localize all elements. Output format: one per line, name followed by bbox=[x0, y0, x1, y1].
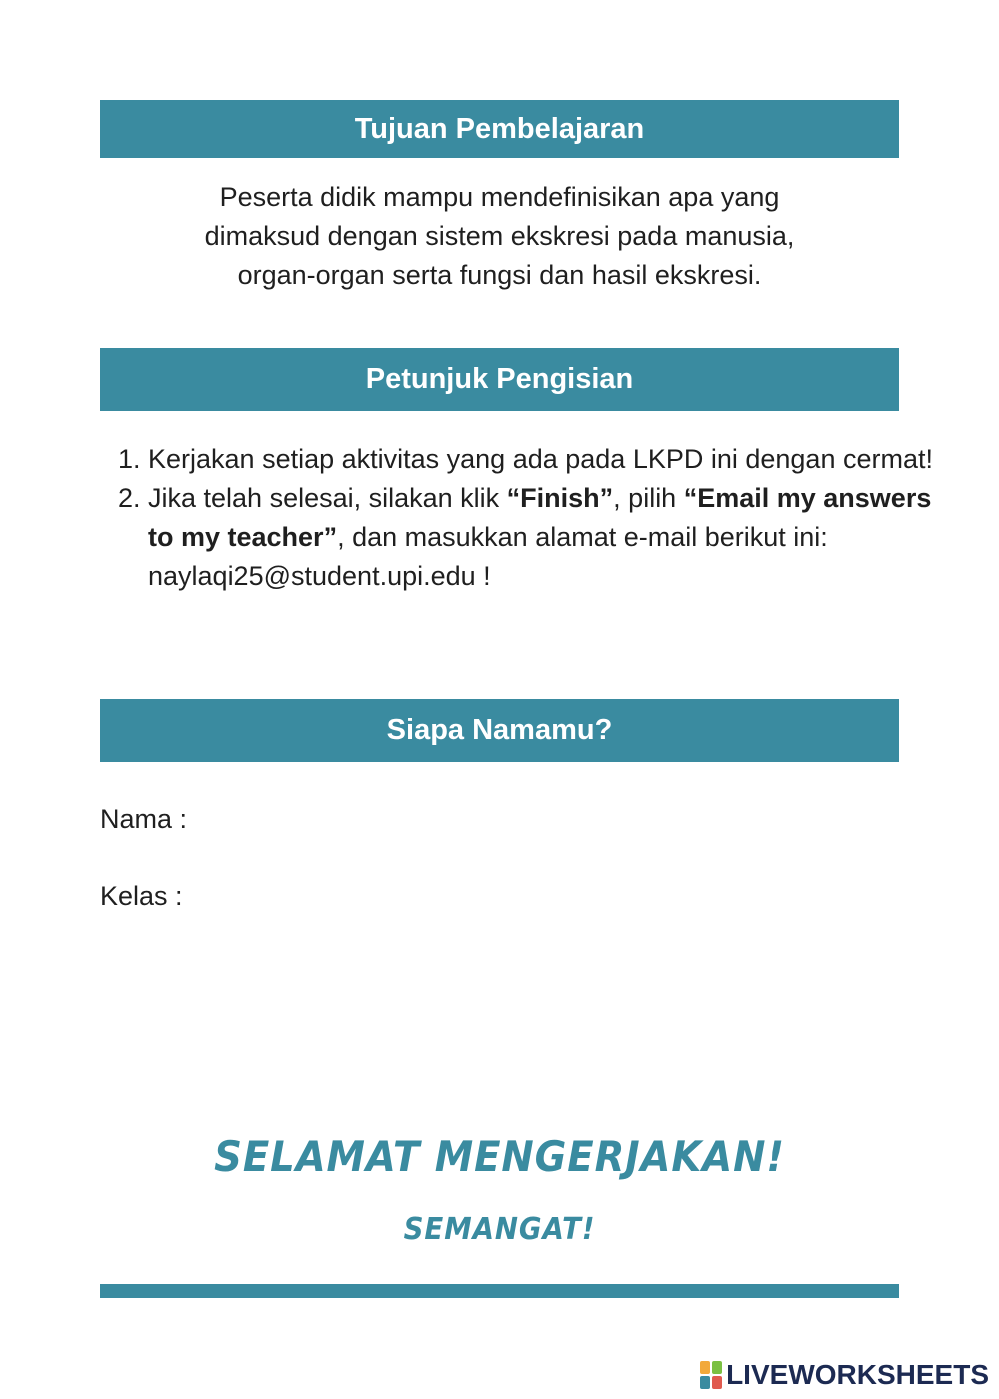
name-label: Nama : bbox=[100, 804, 188, 834]
name-field[interactable] bbox=[100, 804, 187, 835]
logo-tile-v bbox=[700, 1376, 710, 1389]
closing-headline: SELAMAT MENGERJAKAN! bbox=[214, 1132, 785, 1181]
class-label: Kelas : bbox=[100, 881, 183, 911]
instruction-step-text: , dan masukkan alamat e-mail berikut ini: naylaqi25@student.upi.edu ! bbox=[148, 522, 828, 591]
instruction-step-text: Jika telah selesai, silakan klik bbox=[148, 483, 507, 513]
instructions-list bbox=[100, 440, 948, 596]
liveworksheets-brand bbox=[700, 1355, 989, 1395]
goal-section-header bbox=[100, 100, 899, 158]
liveworksheets-logo-icon bbox=[700, 1361, 722, 1389]
goal-section-title: Tujuan Pembelajaran bbox=[354, 112, 645, 145]
goal-line: organ-organ serta fungsi dan hasil ekskresi. bbox=[237, 260, 762, 290]
email-keyword: “Email my answers to my teacher” bbox=[148, 483, 932, 552]
instruction-step bbox=[148, 479, 948, 596]
name-section-title: Siapa Namamu? bbox=[386, 714, 613, 746]
logo-tile-l bbox=[700, 1361, 710, 1374]
brand-name: LIVEWORKSHEETS bbox=[726, 1359, 989, 1390]
logo-tile-i bbox=[712, 1361, 722, 1374]
closing-subheadline: SEMANGAT! bbox=[403, 1212, 596, 1247]
instruction-step-text: Kerjakan setiap aktivitas yang ada pada LKPD ini dengan cermat! bbox=[148, 444, 933, 474]
instructions-section-title: Petunjuk Pengisian bbox=[365, 363, 634, 395]
name-section-header bbox=[100, 699, 899, 762]
class-field[interactable] bbox=[100, 881, 183, 912]
goal-line: dimaksud dengan sistem ekskresi pada manusia, bbox=[204, 221, 795, 251]
instruction-step bbox=[148, 440, 948, 479]
instruction-step-text: , pilih bbox=[613, 483, 684, 513]
footer-divider bbox=[100, 1284, 899, 1298]
learning-goal-text bbox=[100, 178, 899, 295]
instructions-section-header bbox=[100, 348, 899, 411]
logo-tile-e bbox=[712, 1376, 722, 1389]
finish-keyword: “Finish” bbox=[506, 483, 614, 513]
goal-line: Peserta didik mampu mendefinisikan apa yang bbox=[219, 182, 780, 212]
